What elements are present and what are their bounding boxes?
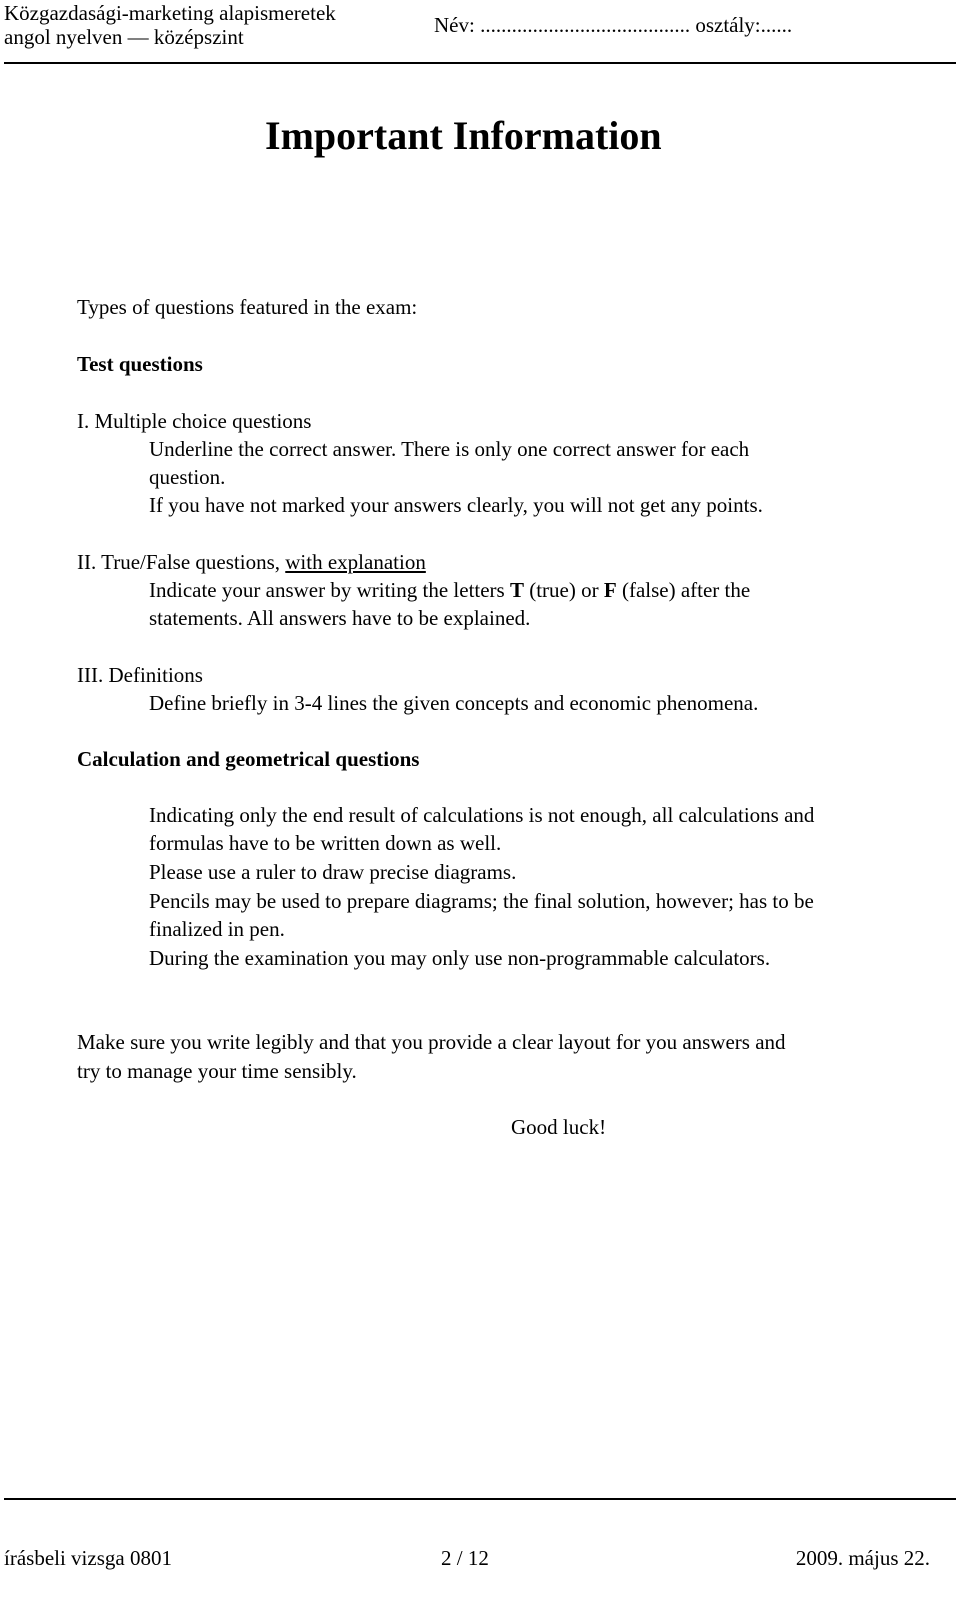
tf-text: (true) or — [523, 578, 604, 602]
section-tf-title-text: II. True/False questions, — [77, 550, 286, 574]
section-mc-line: question. — [149, 465, 226, 489]
section-mc-line: If you have not marked your answers clearly, you will not get any points. — [149, 493, 763, 517]
section-tf-line — [149, 576, 750, 605]
tf-text: (false) after the — [616, 578, 751, 602]
tf-letter-t: T — [509, 578, 524, 602]
calc-line: formulas have to be written down as well. — [149, 831, 502, 855]
section-mc-line: Underline the correct answer. There is only one correct answer for each — [149, 437, 750, 461]
test-questions-heading: Test questions — [77, 352, 203, 376]
calc-line: finalized in pen. — [149, 917, 285, 941]
header-rule — [4, 62, 956, 64]
header-name-field: Név: ........................................ osztály:...... — [434, 13, 793, 37]
section-def-line: Define briefly in 3-4 lines the given concepts and economic phenomena. — [149, 691, 759, 715]
footer-rule — [4, 1498, 956, 1500]
intro-text: Types of questions featured in the exam: — [77, 295, 418, 319]
footer-page-number: 2 / 12 — [441, 1546, 489, 1570]
tf-text: Indicate your answer by writing the letters — [149, 578, 510, 602]
calc-line: Indicating only the end result of calculations is not enough, all calculations and — [149, 803, 815, 827]
closing-line: try to manage your time sensibly. — [77, 1059, 357, 1083]
page-title: Important Information — [265, 113, 662, 158]
section-tf-title — [77, 548, 426, 577]
closing-line: Make sure you write legibly and that you provide a clear layout for you answers and — [77, 1030, 786, 1054]
calc-line: Pencils may be used to prepare diagrams; the final solution, however; has to be — [149, 889, 814, 913]
footer-exam-code: írásbeli vizsga 0801 — [4, 1546, 172, 1570]
tf-letter-f: F — [603, 578, 617, 602]
section-tf-line: statements. All answers have to be explained. — [149, 606, 531, 630]
section-tf-title-underlined: with explanation — [285, 550, 426, 574]
footer-date: 2009. május 22. — [795, 1546, 930, 1570]
header-subject-line2: angol nyelven — középszint — [4, 25, 244, 49]
header-subject-line1: Közgazdasági-marketing alapismeretek — [4, 1, 336, 25]
section-def-title: III. Definitions — [77, 663, 203, 687]
calc-line: During the examination you may only use non-programmable calculators. — [149, 946, 771, 970]
good-luck: Good luck! — [511, 1115, 607, 1139]
section-mc-title: I. Multiple choice questions — [77, 409, 312, 433]
calc-heading: Calculation and geometrical questions — [77, 747, 420, 771]
calc-line: Please use a ruler to draw precise diagrams. — [149, 860, 517, 884]
